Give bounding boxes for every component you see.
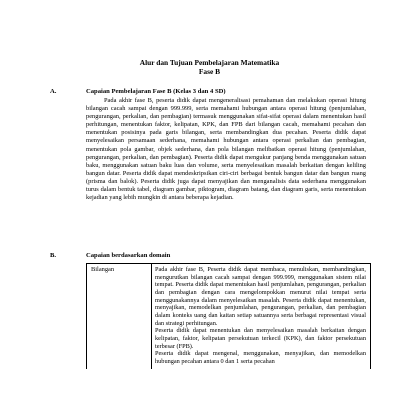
document-title: Alur dan Tujuan Pembelajaran Matematika [139, 58, 280, 67]
description-paragraph: Peserta didik dapat mengenal, menggunakan, menyajikan, dan memodelkan hubungan pecahan antara 0 dan 1 serta pecahan [155, 350, 366, 365]
section-a-number: A. [50, 88, 57, 95]
document-subtitle: Fase B [198, 67, 221, 76]
domain-cell: Bilangan [91, 266, 115, 273]
description-paragraph: Pada akhir fase B, Peserta didik dapat membaca, menuliskan, membandingkan, mengurutkan bilangan cacah sampai dengan 999.999, menggunakan sistem nilai tempat. Peserta didik dapat menentukan hasil penjumlahan, pengurangan, perkalian dan pembagian dengan cara mengelompokkan menurut nilai tempat serta menggunakannya dalam menyelesaikan masalah. Peserta didik dapat menentukan, menyajikan, memodelkan penjumlahan, pengurangan, perkalian, dan pembagian dalam konteks uang dan kaitan setiap satuannya serta berbagai representasi visual dan strategi perhitungan. [155, 266, 366, 327]
section-b-number: B. [50, 252, 57, 259]
description-paragraph: Peserta didik dapat menentukan dan menyelesaikan masalah berkaitan dengan kelipatan, faktor, kelipatan persekutuan terkecil (KPK), dan faktor persekutuan terbesar (FPB). [155, 327, 366, 350]
section-a-heading: Capaian Pembelajaran Fase B (Kelas 3 dan 4 SD) [86, 88, 226, 95]
table-column-divider [151, 264, 152, 369]
section-a-paragraph: Pada akhir fase B, peserta didik dapat mengeneralisasi pemahaman dan melakukan operasi hitung bilangan cacah sampai dengan 999.999, serta memahami hubungan antara operasi hitung (penjumlahan, pengurangan, perkalian, dan pembagian) termasuk menggunakan sifat-sifat operasi dalam menentukan hasil perhitungan, menentukan faktor, kelipatan, KPK, dan FPB dari bilangan cacah, memahami pecahan dan menentukan posisinya pada garis bilangan, serta membandingkan dua pecahan. Peserta didik dapat menyelesaikan persamaan sederhana, memahami hubungan antara operasi perkalian dan pembagian, menentukan pola gambar, objek sederhana, dan pola bilangan melibatkan operasi hitung (penjumlahan, pengurangan, perkalian, dan pembagian). Peserta didik dapat mengukur panjang benda menggunakan satuan baku, menggunakan satuan baku luas dan volume, serta menyelesaikan masalah berkaitan dengan keliling bangun datar. Peserta didik dapat mendeskripsikan ciri-ciri berbagai bentuk bangun datar dan bangun ruang (prisma dan balok). Peserta didik juga dapat menyajikan dan menganalisis data sederhana menggunakan turus dalam bentuk tabel, diagram gambar, piktogram, diagram batang, dan diagram garis, serta menentukan kejadian yang lebih mungkin di antara beberapa kejadian. [86, 97, 366, 202]
description-cell [155, 266, 366, 366]
domain-table [86, 263, 371, 369]
section-b-heading: Capaian berdasarkan domain [86, 252, 171, 259]
